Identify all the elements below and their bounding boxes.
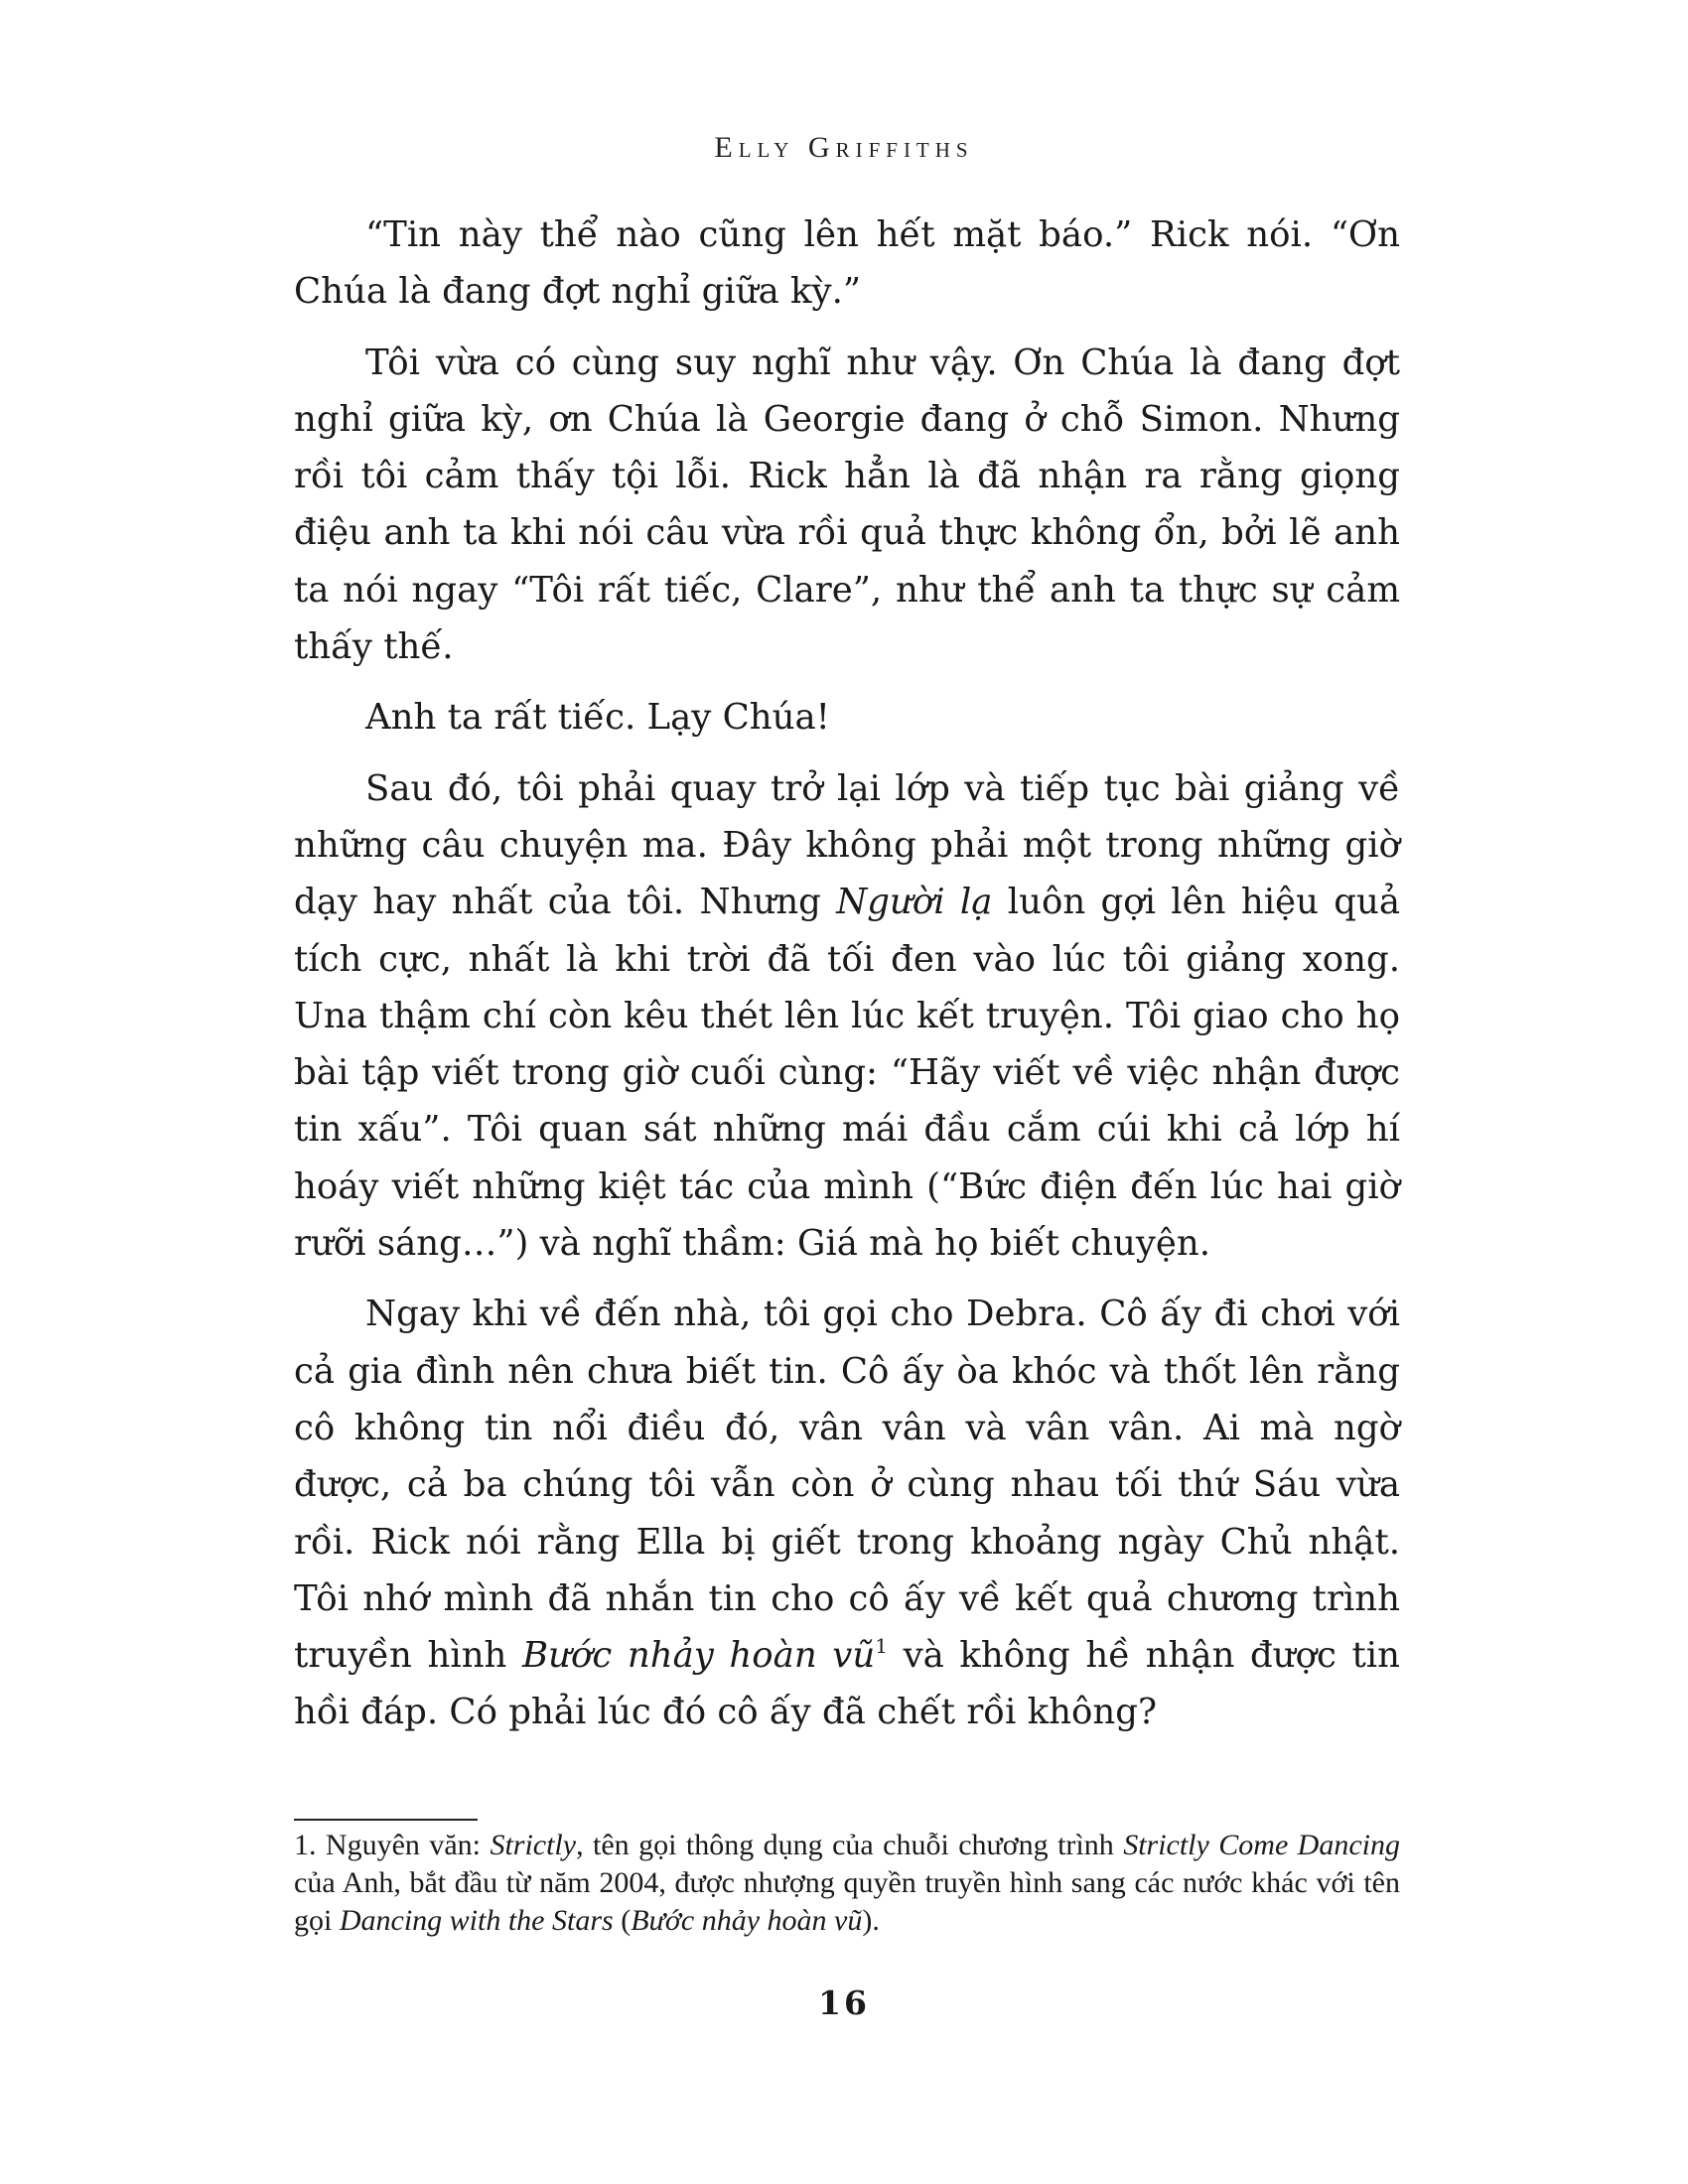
footnote-marker: 1 — [875, 1634, 888, 1659]
paragraph-5-text-b: và không hề nhận được tin hồi đáp. Có phải lúc đó cô ấy đã chết rồi không? — [294, 1635, 1400, 1733]
footnote-text-3: ( — [613, 1904, 632, 1937]
paragraph-1: “Tin này thể nào cũng lên hết mặt báo.” Rick nói. “Ơn Chúa là đang đợt nghỉ giữa kỳ.” — [294, 214, 1400, 313]
paragraph-5 — [294, 1286, 1400, 1740]
body-text — [294, 206, 1400, 1755]
footnote-text-2: của Anh, bắt đầu từ năm 2004, được nhượng quyền truyền hình sang các nước khác với tên gọi — [294, 1866, 1400, 1937]
paragraph-4 — [294, 760, 1400, 1273]
paragraph-2: Tôi vừa có cùng suy nghĩ như vậy. Ơn Chúa là đang đợt nghỉ giữa kỳ, ơn Chúa là Georgie đang ở chỗ Simon. Nhưng rồi tôi cảm thấy tội lỗi. Rick hẳn là đã nhận ra rằng giọng điệu anh ta khi nói câu vừa rồi quả thực không ổn, bởi lẽ anh ta nói ngay “Tôi rất tiếc, Clare”, như thể anh ta thực sự cảm thấy thế. — [294, 341, 1400, 668]
footnote — [294, 1827, 1400, 1940]
running-header: Elly Griffiths — [714, 131, 974, 164]
page-number: 16 — [818, 1983, 870, 2022]
paragraph-4-text-b: luôn gợi lên hiệu quả tích cực, nhất là khi trời đã tối đen vào lúc tôi giảng xong. Una thậm chí còn kêu thét lên lúc kết truyện. Tôi giao cho họ bài tập viết trong giờ cuối cùng: “Hãy viết về việc nhận được tin xấu”. Tôi quan sát những mái đầu cắm cúi khi cả lớp hí hoáy viết những kiệt tác của mình (“Bức điện đến lúc hai giờ rưỡi sáng…”) và nghĩ thầm: Giá mà họ biết chuyện. — [294, 882, 1400, 1265]
book-title-italic: Người lạ — [836, 882, 993, 923]
footnote-divider — [294, 1819, 478, 1821]
footnote-lead: 1. Nguyên văn: — [294, 1829, 491, 1861]
footnote-italic-4: Bước nhảy hoàn vũ — [631, 1904, 863, 1937]
footnote-text-4: ). — [862, 1904, 880, 1937]
footnote-text-1: , tên gọi thông dụng của chuỗi chương trình — [576, 1829, 1124, 1861]
footnote-italic-1: Strictly — [490, 1829, 577, 1861]
footnote-italic-3: Dancing with the Stars — [339, 1904, 614, 1937]
footnote-italic-2: Strictly Come Dancing — [1123, 1829, 1401, 1861]
paragraph-5-text-a: Ngay khi về đến nhà, tôi gọi cho Debra. Cô ấy đi chơi với cả gia đình nên chưa biết tin. Cô ấy òa khóc và thốt lên rằng cô không tin nổi điều đó, vân vân và vân vân. Ai mà ngờ được, cả ba chúng tôi vẫn còn ở cùng nhau tối thứ Sáu vừa rồi. Rick nói rằng Ella bị giết trong khoảng ngày Chủ nhật. Tôi nhớ mình đã nhắn tin cho cô ấy về kết quả chương trình truyền hình — [294, 1294, 1400, 1677]
paragraph-4-text-a: Sau đó, tôi phải quay trở lại lớp và tiếp tục bài giảng về những câu chuyện ma. Đây không phải một trong những giờ dạy hay nhất của tôi. Nhưng — [294, 767, 1400, 923]
paragraph-3: Anh ta rất tiếc. Lạy Chúa! — [365, 697, 830, 739]
show-title-italic: Bước nhảy hoàn vũ — [522, 1635, 876, 1677]
footnote-1 — [294, 1827, 1400, 1940]
